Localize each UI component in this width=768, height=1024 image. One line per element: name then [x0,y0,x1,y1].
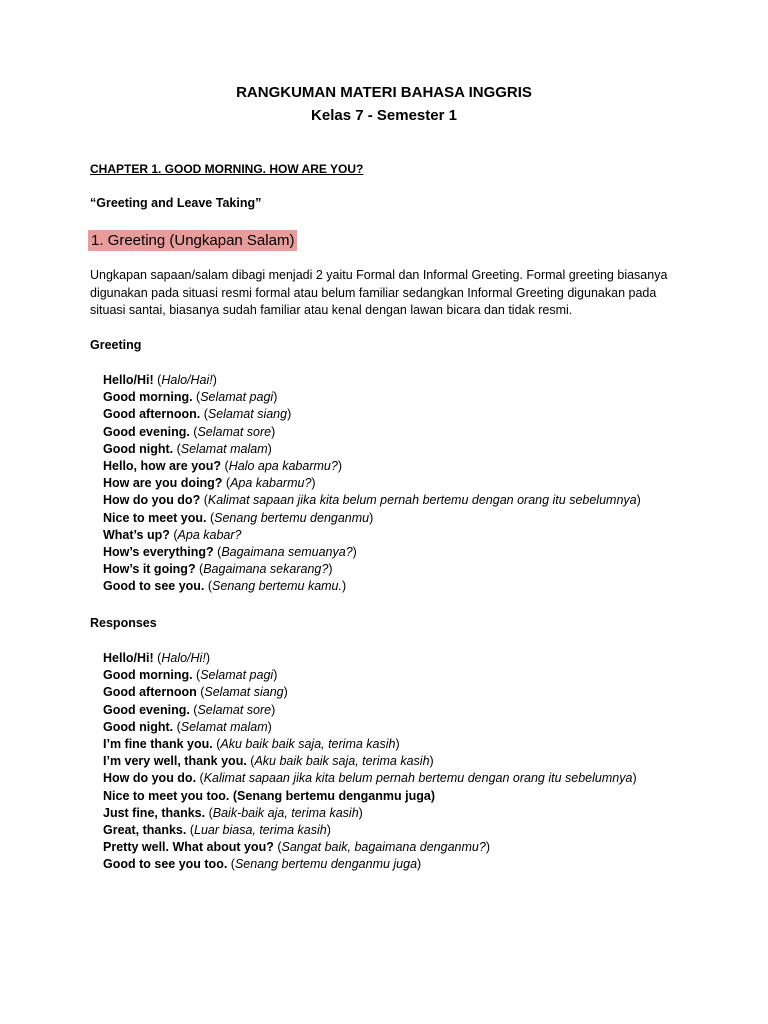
phrase-paren-close: ) [358,805,363,820]
phrase-english: Good morning. [103,668,193,683]
phrase-paren-open: ( [227,857,235,872]
phrase-translation: Apa kabarmu? [230,476,312,491]
phrase-english: How’s it going? [103,562,196,577]
list-item [103,475,641,492]
phrase-paren-open: ( [200,493,208,508]
phrase-paren-open: ( [213,545,222,560]
phrase-translation: Kalimat sapaan jika kita belum pernah bertemu dengan orang itu sebelumnya [207,493,637,508]
phrase-paren-close: ) [429,754,434,769]
list-item [103,458,641,475]
phrase-paren-close: ) [267,441,272,456]
document-title: RANGKUMAN MATERI BAHASA INGGRIS [236,84,532,101]
phrase-translation: Aku baik baik saja, terima kasih [254,754,430,769]
phrase-paren-open: ( [246,754,255,769]
phrase-paren-open: ( [189,424,198,439]
phrase-paren-close: ) [636,493,641,508]
list-item [103,684,637,701]
phrase-paren-open: ( [192,390,201,405]
phrase-english: Good to see you too. [103,857,228,872]
chapter-subtitle: “Greeting and Leave Taking” [90,196,262,210]
phrase-english: How do you do? [103,493,201,508]
phrase-paren-open: ( [200,407,208,422]
phrase-paren-close: ) [311,476,316,491]
list-item [103,667,637,684]
responses-list [103,650,637,874]
phrase-paren-close: ) [271,424,276,439]
phrase-paren-close: ) [267,719,272,734]
section-title: 1. Greeting (Ungkapan Salam) [88,230,297,251]
list-item [103,736,637,753]
phrase-translation: Bagaimana semuanya? [221,545,353,560]
intro-paragraph [90,267,690,320]
phrase-paren-open: ( [153,651,162,665]
phrase-translation: Halo/Hai! [161,373,213,387]
phrase-paren-close: ) [273,668,278,683]
phrase-english: Great, thanks. [103,823,187,838]
phrase-translation: Aku baik baik saja, terima kasih [220,737,396,752]
list-item [103,544,641,561]
phrase-paren-open: ( [173,719,181,734]
phrase-english: Nice to meet you. [103,510,207,525]
list-item [103,839,637,856]
phrase-english: Good evening. [103,424,190,439]
phrase-english: I’m very well, thank you. [103,754,247,769]
phrase-paren-close: ) [273,390,278,405]
phrase-paren-close: ) [283,685,288,700]
phrase-english: Good night. [103,719,174,734]
phrase-paren-close: ) [337,459,342,474]
phrase-english: Just fine, thanks. [103,805,206,820]
phrase-translation: Halo apa kabarmu? [228,459,338,474]
phrase-paren-open: ( [169,527,178,542]
phrase-translation: Senang bertemu denganmu juga [234,857,418,872]
greeting-list [103,372,641,596]
phrase-english: Hello/Hi! [103,373,154,387]
phrase-paren-open: ( [192,668,201,683]
list-item [103,805,637,822]
phrase-paren-open: ( [205,805,213,820]
phrase-translation: Apa kabar? [177,527,242,542]
phrase-translation: Selamat pagi [200,390,274,405]
phrase-translation: Selamat sore [197,424,272,439]
phrase-translation: Senang bertemu kamu. [212,579,342,594]
phrase-translation: Senang bertemu denganmu [214,510,370,525]
phrase-paren-open: ( [189,702,198,717]
phrase-paren-open: ( [273,840,282,855]
phrase-english: Hello/Hi! [103,651,154,665]
phrase-translation: Selamat siang [204,685,284,700]
phrase-english: Good evening. [103,702,190,717]
phrase-paren-open: ( [221,459,229,474]
phrase-paren-open: ( [173,441,181,456]
phrase-paren-open: ( [204,579,213,594]
list-item [103,719,637,736]
intro-line: digunakan pada situasi resmi formal atau belum familiar sedangkan Informal Greeting digunakan pada [90,285,657,300]
phrase-paren-open: ( [212,737,221,752]
phrase-translation: Sangat baik, bagaimana denganmu? [281,840,486,855]
list-item [103,424,641,441]
phrase-paren-close: ) [271,702,276,717]
list-item [103,510,641,527]
phrase-paren-close: ) [369,510,374,525]
phrase-english: Good morning. [103,390,193,405]
phrase-translation: Kalimat sapaan jika kita belum pernah bertemu dengan orang itu sebelumnya [203,771,633,786]
intro-line: Ungkapan sapaan/salam dibagi menjadi 2 yaitu Formal dan Informal Greeting. Formal greeting biasanya [90,268,668,282]
list-item [103,788,637,805]
phrase-english: What’s up? [103,527,170,542]
phrase-paren-close: ) [352,545,357,560]
phrase-paren-open: ( [195,562,204,577]
phrase-translation: Halo/Hi! [161,651,206,665]
list-item [103,770,637,787]
phrase-english: I’m fine thank you. [103,737,213,752]
phrase-translation: Bagaimana sekarang? [203,562,329,577]
phrase-translation: Selamat malam [180,719,268,734]
list-item [103,578,641,595]
list-item [103,561,641,578]
phrase-translation: Selamat malam [180,441,268,456]
phrase-translation: Selamat pagi [200,668,274,683]
phrase-paren-close: ) [205,651,210,665]
document-class-semester: Kelas 7 - Semester 1 [311,107,457,124]
phrase-english: Good night. [103,441,174,456]
list-item [103,753,637,770]
phrase-paren-close: ) [485,840,490,855]
phrase-paren-close: ) [632,771,637,786]
phrase-paren-close: ) [212,373,217,387]
responses-heading: Responses [90,616,157,630]
phrase-translation: Selamat sore [197,702,272,717]
phrase-paren-close: ) [342,579,347,594]
phrase-translation: Selamat siang [207,407,288,422]
phrase-paren-open: ( [222,476,231,491]
phrase-english: How do you do. [103,771,197,786]
list-item [103,527,641,544]
phrase-paren-close: ) [326,823,331,838]
phrase-translation: Baik-baik aja, terima kasih [212,805,359,820]
list-item [103,822,637,839]
phrase-english: Good afternoon. [103,407,201,422]
phrase-english: How’s everything? [103,545,214,560]
phrase-paren-open: ( [196,771,204,786]
phrase-paren-open: ( [196,685,205,700]
phrase-english: Nice to meet you too. (Senang bertemu denganmu juga) [103,788,435,803]
intro-line: situasi santai, biasanya sudah familiar atau kenal dengan lawan bicara dan tidak resmi. [90,303,573,317]
greeting-heading: Greeting [90,338,142,352]
phrase-paren-close: ) [287,407,292,422]
phrase-paren-open: ( [206,510,215,525]
list-item [103,856,637,873]
phrase-english: Good to see you. [103,579,205,594]
phrase-paren-open: ( [186,823,195,838]
list-item [103,406,641,423]
list-item [103,650,637,667]
phrase-english: How are you doing? [103,476,223,491]
list-item [103,702,637,719]
phrase-paren-close: ) [395,737,400,752]
phrase-translation: Luar biasa, terima kasih [194,823,327,838]
list-item [103,492,641,509]
phrase-english: Good afternoon [103,685,197,700]
phrase-english: Hello, how are you? [103,459,222,474]
phrase-english: Pretty well. What about you? [103,840,274,855]
phrase-paren-close: ) [328,562,333,577]
phrase-paren-open: ( [153,373,162,387]
chapter-heading: CHAPTER 1. GOOD MORNING. HOW ARE YOU? [90,162,364,176]
list-item [103,389,641,406]
list-item [103,372,641,389]
list-item [103,441,641,458]
phrase-paren-close: ) [417,857,422,872]
